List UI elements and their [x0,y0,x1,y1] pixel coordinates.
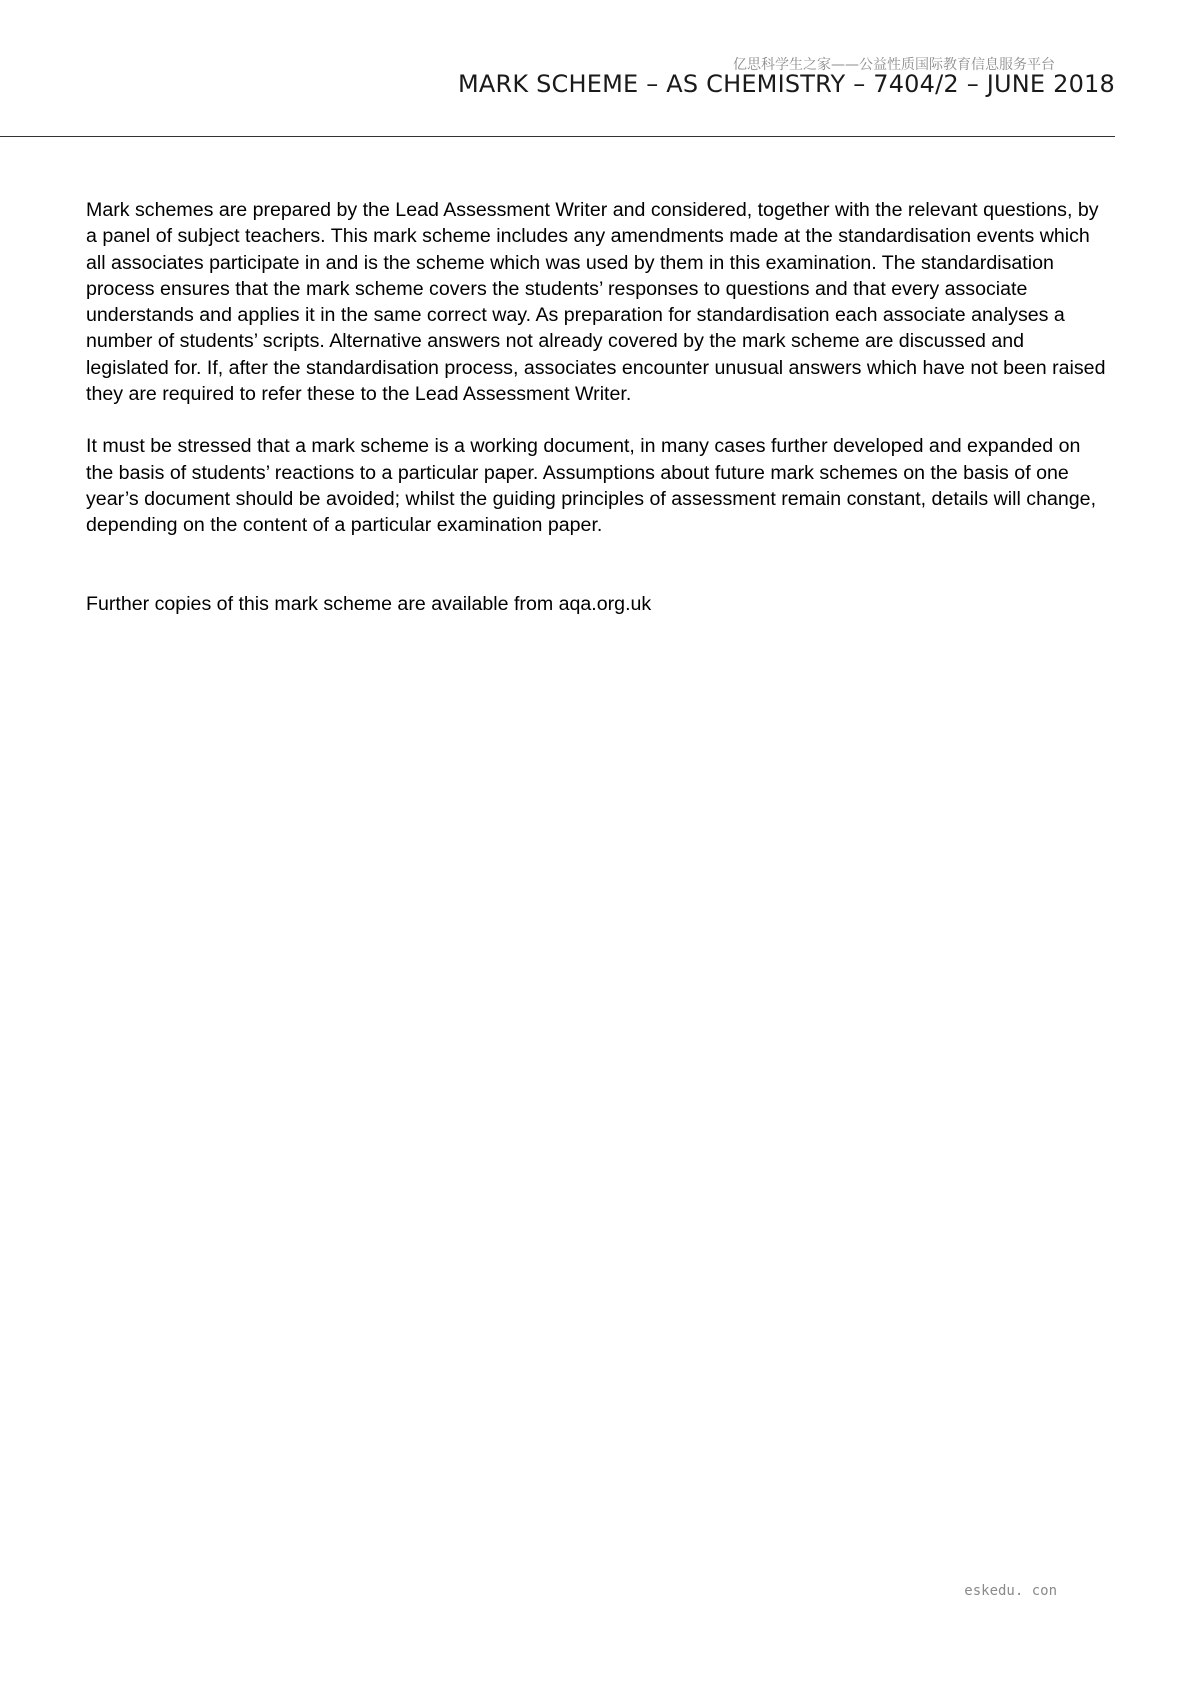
document-body [86,197,1106,643]
header-divider [0,136,1115,137]
page-header-title: MARK SCHEME – AS CHEMISTRY – 7404/2 – JUNE 2018 [457,70,1115,98]
footer-watermark: eskedu. con [964,1583,1057,1599]
paragraph-mark-scheme-preparation: Mark schemes are prepared by the Lead Assessment Writer and considered, together with the relevant questions, by a panel of subject teachers. This mark scheme includes any amendments made at the standardisation events which all associates participate in and is the scheme which was used by them in this examination. The standardisation process ensures that the mark scheme covers the students’ responses to questions and that every associate understands and applies it in the same correct way. As preparation for standardisation each associate analyses a number of students’ scripts. Alternative answers not already covered by the mark scheme are discussed and legislated for. If, after the standardisation process, associates encounter unusual answers which have not been raised they are required to refer these to the Lead Assessment Writer. [86,199,1106,406]
paragraph-working-document: It must be stressed that a mark scheme is a working document, in many cases further developed and expanded on the basis of students’ reactions to a particular paper. Assumptions about future mark schemes on the basis of one year’s document should be avoided; whilst the guiding principles of assessment remain constant, details will change, depending on the content of a particular examination paper. [86,435,1097,537]
paragraph-further-copies: Further copies of this mark scheme are available from aqa.org.uk [86,592,652,615]
header-watermark: 亿思科学生之家——公益性质国际教育信息服务平台 [733,57,1055,73]
